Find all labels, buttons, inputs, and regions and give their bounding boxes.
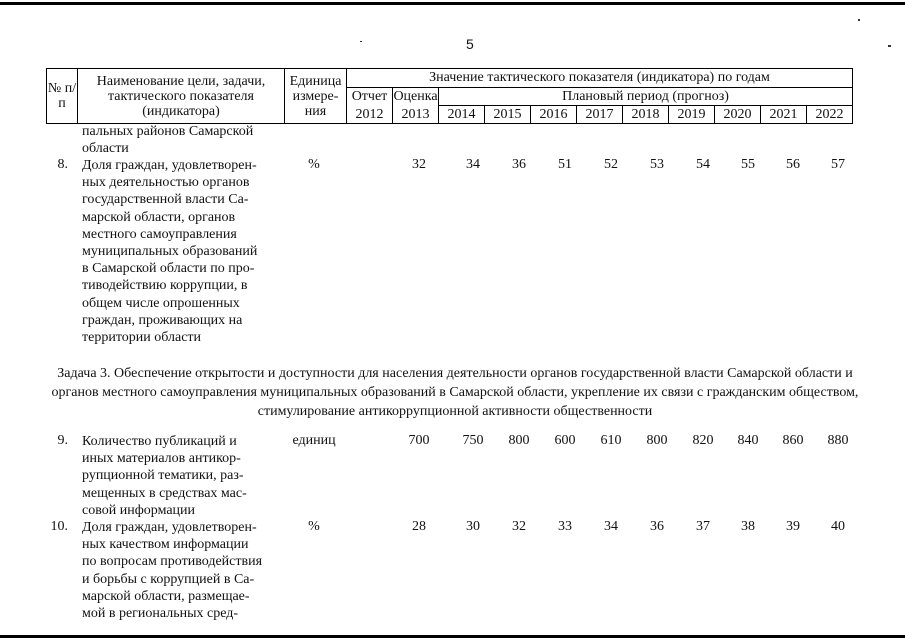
year-cell: 2014: [439, 105, 485, 123]
scan-speck: [360, 41, 362, 42]
value-cell: 56: [786, 157, 800, 172]
value-cell: 750: [462, 433, 484, 448]
row-unit: %: [308, 157, 320, 172]
value-cell: 33: [558, 519, 572, 534]
header-values: Значение тактического показателя (индикатора) по годам: [347, 69, 853, 88]
value-cell: 700: [408, 433, 430, 448]
row-name: Доля граждан, удовлетворен- ных качеством информации по вопросам противодействия и борьбы с коррупцией в Са- марской области, размещае- мой в региональных сред-: [82, 520, 263, 622]
year-cell: 2021: [761, 105, 807, 123]
value-cell: 57: [831, 157, 845, 172]
year-cell: 2022: [807, 105, 853, 123]
table-header: [46, 68, 853, 124]
header-plan: Плановый период (прогноз): [439, 87, 853, 105]
year-cell: 2019: [669, 105, 715, 123]
value-cell: 37: [696, 519, 710, 534]
value-cell: 28: [412, 519, 426, 534]
value-cell: 54: [696, 157, 710, 172]
year-cell: 2020: [715, 105, 761, 123]
value-cell: 38: [741, 519, 755, 534]
row-number: 9.: [57, 433, 68, 448]
top-border-line: [0, 2, 905, 5]
value-cell: 55: [741, 157, 755, 172]
row-number: 8.: [57, 157, 68, 172]
value-cell: 610: [600, 433, 622, 448]
header-no: № п/п: [47, 69, 78, 124]
value-cell: 800: [508, 433, 530, 448]
header-unit: Единица измере- ния: [285, 69, 347, 124]
value-cell: 840: [737, 433, 759, 448]
value-cell: 36: [512, 157, 526, 172]
year-cell: 2018: [623, 105, 669, 123]
value-cell: 32: [412, 157, 426, 172]
page-number: 5: [466, 36, 474, 52]
year-cell: 2013: [393, 105, 439, 123]
row-name: Доля граждан, удовлетворен- ных деятельностью органов государственной власти Са- марской области, органов местного самоуправления муниципальных образований в Самарской области по про- тиводействию коррупции, в общем числе опрошенных граждан, проживающих на территории области: [82, 158, 258, 346]
scan-speck: [858, 19, 860, 21]
value-cell: 34: [466, 157, 480, 172]
header-report: Отчет: [347, 87, 393, 105]
value-cell: 36: [650, 519, 664, 534]
year-cell: 2016: [531, 105, 577, 123]
value-cell: 600: [554, 433, 576, 448]
value-cell: 800: [646, 433, 668, 448]
row-name: Количество публикаций и иных материалов антикор- рупционной тематики, раз- мещенных в средствах мас- совой информации: [82, 434, 247, 518]
value-cell: 880: [827, 433, 849, 448]
row-unit: %: [308, 519, 320, 534]
year-cell: 2017: [577, 105, 623, 123]
value-cell: 53: [650, 157, 664, 172]
value-cell: 30: [466, 519, 480, 534]
bottom-border-line: [0, 635, 905, 638]
row-number: 10.: [50, 519, 68, 534]
value-cell: 40: [831, 519, 845, 534]
value-cell: 860: [782, 433, 804, 448]
value-cell: 34: [604, 519, 618, 534]
carry-over-text: пальных районов Самарской области: [82, 124, 254, 157]
value-cell: 39: [786, 519, 800, 534]
task-3-heading: Задача 3. Обеспечение открытости и доступности для населения деятельности органов государственной власти Самарской области и органов местного самоуправления муниципальных образований в Самарской области, укрепление их связи с гражданским обществом, стимулирование антикоррупционной активности общественности: [51, 366, 859, 419]
value-cell: 51: [558, 157, 572, 172]
header-name: Наименование цели, задачи, тактического показателя (индикатора): [78, 69, 285, 124]
year-cell: 2012: [347, 105, 393, 123]
value-cell: 820: [692, 433, 714, 448]
value-cell: 32: [512, 519, 526, 534]
year-cell: 2015: [485, 105, 531, 123]
scan-speck: [888, 45, 891, 47]
value-cell: 52: [604, 157, 618, 172]
row-unit: единиц: [292, 433, 336, 448]
header-estimate: Оценка: [393, 89, 438, 104]
